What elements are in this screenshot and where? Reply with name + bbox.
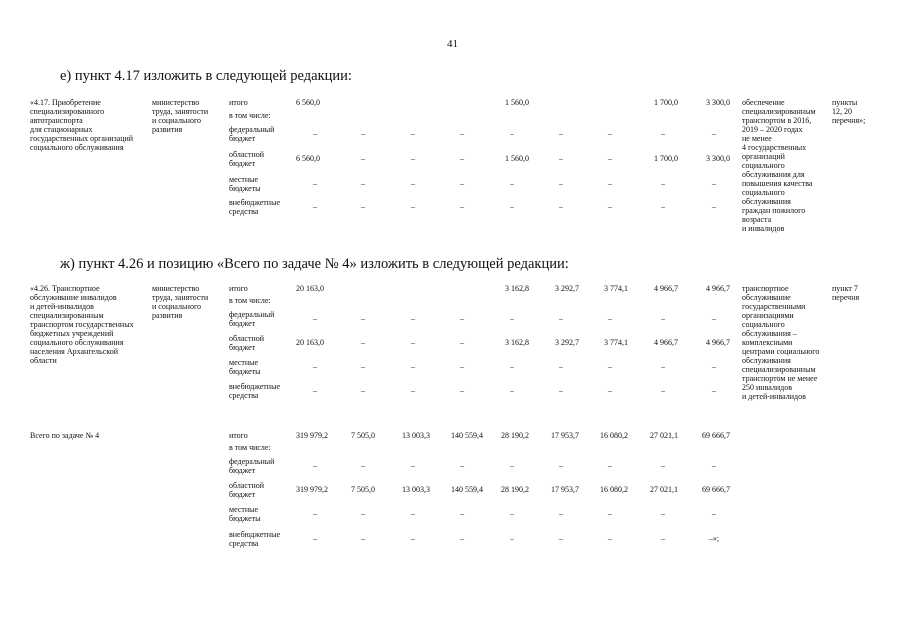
amount-cell: 28 190,2 bbox=[501, 431, 529, 440]
amount-cell: 6 560,0 bbox=[296, 154, 320, 163]
funding-source-label: федеральный bbox=[229, 457, 275, 466]
executor: развития bbox=[152, 311, 183, 320]
funding-source-label: в том числе: bbox=[229, 296, 271, 305]
amount-cell: – bbox=[559, 386, 563, 395]
amount-cell: – bbox=[608, 314, 612, 323]
amount-cell: – bbox=[510, 314, 514, 323]
amount-cell: – bbox=[361, 202, 365, 211]
funding-source-label: бюджеты bbox=[229, 367, 261, 376]
amount-cell: – bbox=[361, 179, 365, 188]
amount-cell: – bbox=[313, 362, 317, 371]
amount-cell: – bbox=[510, 202, 514, 211]
amount-cell: – bbox=[559, 461, 563, 470]
amount-cell: 27 021,1 bbox=[650, 431, 678, 440]
amount-cell: – bbox=[661, 314, 665, 323]
section-heading: ж) пункт 4.26 и позицию «Всего по задаче № 4» изложить в следующей редакции: bbox=[60, 256, 569, 272]
expected-result: социального bbox=[742, 320, 785, 329]
amount-cell: – bbox=[460, 386, 464, 395]
expected-result: не менее bbox=[742, 134, 772, 143]
activity-name: бюджетных учреждений bbox=[30, 329, 114, 338]
program-reference: перечня»; bbox=[832, 116, 866, 125]
amount-cell: – bbox=[361, 461, 365, 470]
amount-cell: – bbox=[608, 461, 612, 470]
amount-cell: – bbox=[661, 461, 665, 470]
amount-cell: 20 163,0 bbox=[296, 338, 324, 347]
amount-cell: – bbox=[559, 129, 563, 138]
amount-cell: – bbox=[510, 461, 514, 470]
amount-cell: 13 003,3 bbox=[402, 485, 430, 494]
amount-cell: 3 292,7 bbox=[555, 284, 579, 293]
amount-cell: 17 953,7 bbox=[551, 431, 579, 440]
amount-cell: 1 700,0 bbox=[654, 98, 678, 107]
amount-cell: – bbox=[608, 534, 612, 543]
amount-cell: – bbox=[559, 202, 563, 211]
funding-source-label: местные bbox=[229, 175, 259, 184]
amount-cell: – bbox=[510, 129, 514, 138]
amount-cell: 3 162,8 bbox=[505, 338, 529, 347]
activity-name: населения Архангельской bbox=[30, 347, 118, 356]
funding-source-label: внебюджетные bbox=[229, 530, 280, 539]
funding-source-label: в том числе: bbox=[229, 111, 271, 120]
activity-name: специализированного bbox=[30, 107, 105, 116]
amount-cell: 16 080,2 bbox=[600, 431, 628, 440]
program-reference: 12, 20 bbox=[832, 107, 852, 116]
amount-cell: – bbox=[559, 534, 563, 543]
amount-cell: 319 979,2 bbox=[296, 431, 328, 440]
expected-result: центрами социального bbox=[742, 347, 820, 356]
funding-source-label: внебюджетные bbox=[229, 382, 280, 391]
amount-cell: 3 774,1 bbox=[604, 338, 628, 347]
amount-cell: – bbox=[712, 509, 716, 518]
amount-cell: 140 559,4 bbox=[451, 485, 483, 494]
amount-cell: 69 666,7 bbox=[702, 431, 730, 440]
amount-cell: – bbox=[712, 314, 716, 323]
amount-cell: – bbox=[510, 386, 514, 395]
expected-result: 2019 – 2020 годах bbox=[742, 125, 803, 134]
amount-cell: – bbox=[460, 202, 464, 211]
funding-source-label: бюджеты bbox=[229, 514, 261, 523]
executor: труда, занятости bbox=[152, 107, 209, 116]
expected-result: социального bbox=[742, 161, 785, 170]
amount-cell: – bbox=[559, 154, 563, 163]
amount-cell: – bbox=[460, 461, 464, 470]
funding-source-label: бюджет bbox=[229, 490, 256, 499]
expected-result: социального bbox=[742, 188, 785, 197]
amount-cell: – bbox=[411, 534, 415, 543]
amount-cell: – bbox=[313, 129, 317, 138]
funding-source-label: бюджет bbox=[229, 134, 256, 143]
activity-name: социального обслуживания bbox=[30, 143, 124, 152]
amount-cell: – bbox=[608, 362, 612, 371]
amount-cell: 13 003,3 bbox=[402, 431, 430, 440]
activity-name: обслуживание инвалидов bbox=[30, 293, 117, 302]
expected-result: возраста bbox=[742, 215, 772, 224]
amount-cell: – bbox=[411, 461, 415, 470]
activity-name: транспортом государственных bbox=[30, 320, 134, 329]
amount-cell: – bbox=[712, 129, 716, 138]
expected-result: организаций bbox=[742, 152, 785, 161]
funding-source-label: средства bbox=[229, 539, 259, 548]
amount-cell: – bbox=[460, 314, 464, 323]
amount-cell: – bbox=[460, 534, 464, 543]
expected-result: обслуживания для bbox=[742, 170, 805, 179]
amount-cell: – bbox=[661, 129, 665, 138]
amount-cell: – bbox=[712, 461, 716, 470]
activity-name: специализированным bbox=[30, 311, 104, 320]
funding-source-label: итого bbox=[229, 431, 248, 440]
activity-name: социального обслуживания bbox=[30, 338, 124, 347]
expected-result: транспортное bbox=[742, 284, 789, 293]
expected-result: специализированным bbox=[742, 365, 816, 374]
executor: труда, занятости bbox=[152, 293, 209, 302]
executor: развития bbox=[152, 125, 183, 134]
program-reference: перечня bbox=[832, 293, 860, 302]
amount-cell: 3 162,8 bbox=[505, 284, 529, 293]
amount-cell: 3 300,0 bbox=[706, 98, 730, 107]
funding-source-label: бюджет bbox=[229, 319, 256, 328]
amount-cell: – bbox=[608, 154, 612, 163]
amount-cell: 4 966,7 bbox=[706, 284, 730, 293]
activity-name: автотранспорта bbox=[30, 116, 83, 125]
amount-cell: – bbox=[361, 338, 365, 347]
funding-source-label: федеральный bbox=[229, 125, 275, 134]
activity-name: Всего по задаче № 4 bbox=[30, 431, 100, 440]
amount-cell: – bbox=[313, 314, 317, 323]
amount-cell: – bbox=[608, 386, 612, 395]
executor: и социального bbox=[152, 116, 202, 125]
funding-source-label: бюджеты bbox=[229, 184, 261, 193]
amount-cell: 319 979,2 bbox=[296, 485, 328, 494]
funding-source-label: местные bbox=[229, 505, 259, 514]
amount-cell: – bbox=[361, 154, 365, 163]
program-reference: пункт 7 bbox=[832, 284, 858, 293]
amount-cell: – bbox=[313, 202, 317, 211]
amount-cell: – bbox=[460, 129, 464, 138]
amount-cell: – bbox=[361, 509, 365, 518]
expected-result: обслуживания bbox=[742, 197, 791, 206]
amount-cell: – bbox=[411, 129, 415, 138]
amount-cell: 69 666,7 bbox=[702, 485, 730, 494]
funding-source-label: бюджет bbox=[229, 159, 256, 168]
funding-source-label: внебюджетные bbox=[229, 198, 280, 207]
section-heading: е) пункт 4.17 изложить в следующей редакции: bbox=[60, 68, 352, 84]
amount-cell: – bbox=[411, 509, 415, 518]
amount-cell: – bbox=[559, 509, 563, 518]
expected-result: государственными bbox=[742, 302, 806, 311]
amount-cell: 1 700,0 bbox=[654, 154, 678, 163]
amount-cell: – bbox=[313, 534, 317, 543]
amount-cell: – bbox=[460, 154, 464, 163]
activity-name: и детей-инвалидов bbox=[30, 302, 94, 311]
amount-cell: – bbox=[460, 179, 464, 188]
amount-cell: 28 190,2 bbox=[501, 485, 529, 494]
amount-cell: 16 080,2 bbox=[600, 485, 628, 494]
amount-cell: – bbox=[712, 202, 716, 211]
expected-result: транспортом не менее bbox=[742, 374, 818, 383]
expected-result: граждан пожилого bbox=[742, 206, 806, 215]
amount-cell: 3 300,0 bbox=[706, 154, 730, 163]
amount-cell: 1 560,0 bbox=[505, 154, 529, 163]
amount-cell: – bbox=[411, 362, 415, 371]
executor: министерство bbox=[152, 98, 200, 107]
funding-source-label: средства bbox=[229, 207, 259, 216]
amount-cell: – bbox=[510, 362, 514, 371]
amount-cell: – bbox=[361, 386, 365, 395]
amount-cell: – bbox=[510, 534, 514, 543]
funding-source-label: бюджет bbox=[229, 343, 256, 352]
amount-cell: – bbox=[411, 338, 415, 347]
amount-cell: – bbox=[608, 179, 612, 188]
amount-cell: – bbox=[661, 179, 665, 188]
program-reference: пункты bbox=[832, 98, 858, 107]
amount-cell: 4 966,7 bbox=[654, 338, 678, 347]
amount-cell: – bbox=[510, 179, 514, 188]
amount-cell: – bbox=[411, 154, 415, 163]
amount-cell: –»; bbox=[708, 534, 720, 543]
amount-cell: – bbox=[661, 386, 665, 395]
activity-name: для стационарных bbox=[30, 125, 93, 134]
amount-cell: – bbox=[411, 386, 415, 395]
amount-cell: – bbox=[559, 314, 563, 323]
expected-result: 250 инвалидов bbox=[742, 383, 792, 392]
expected-result: обслуживания bbox=[742, 356, 791, 365]
amount-cell: – bbox=[712, 386, 716, 395]
funding-source-label: областной bbox=[229, 150, 265, 159]
amount-cell: – bbox=[608, 129, 612, 138]
expected-result: обеспечение bbox=[742, 98, 785, 107]
activity-name: «4.26. Транспортное bbox=[30, 284, 100, 293]
amount-cell: – bbox=[460, 509, 464, 518]
amount-cell: – bbox=[361, 362, 365, 371]
amount-cell: – bbox=[608, 202, 612, 211]
funding-source-label: в том числе: bbox=[229, 443, 271, 452]
activity-name: «4.17. Приобретение bbox=[30, 98, 101, 107]
expected-result: обслуживание bbox=[742, 293, 791, 302]
amount-cell: – bbox=[661, 202, 665, 211]
expected-result: и инвалидов bbox=[742, 224, 785, 233]
amount-cell: – bbox=[411, 202, 415, 211]
amount-cell: – bbox=[712, 362, 716, 371]
executor: министерство bbox=[152, 284, 200, 293]
funding-source-label: областной bbox=[229, 334, 265, 343]
funding-source-label: итого bbox=[229, 98, 248, 107]
funding-source-label: средства bbox=[229, 391, 259, 400]
funding-source-label: областной bbox=[229, 481, 265, 490]
amount-cell: 17 953,7 bbox=[551, 485, 579, 494]
expected-result: транспортом в 2016, bbox=[742, 116, 812, 125]
amount-cell: 3 774,1 bbox=[604, 284, 628, 293]
amount-cell: – bbox=[712, 179, 716, 188]
amount-cell: 7 505,0 bbox=[351, 431, 375, 440]
activity-name: государственных организаций bbox=[30, 134, 134, 143]
amount-cell: – bbox=[313, 386, 317, 395]
funding-source-label: итого bbox=[229, 284, 248, 293]
amount-cell: 20 163,0 bbox=[296, 284, 324, 293]
amount-cell: – bbox=[313, 179, 317, 188]
amount-cell: – bbox=[661, 509, 665, 518]
amount-cell: – bbox=[361, 534, 365, 543]
amount-cell: – bbox=[559, 179, 563, 188]
amount-cell: – bbox=[608, 509, 612, 518]
page-number: 41 bbox=[447, 38, 458, 50]
amount-cell: – bbox=[460, 362, 464, 371]
activity-name: области bbox=[30, 356, 57, 365]
amount-cell: – bbox=[559, 362, 563, 371]
expected-result: специализированным bbox=[742, 107, 816, 116]
funding-source-label: бюджет bbox=[229, 466, 256, 475]
expected-result: и детей-инвалидов bbox=[742, 392, 806, 401]
amount-cell: – bbox=[411, 179, 415, 188]
expected-result: обслуживания – bbox=[742, 329, 797, 338]
amount-cell: 27 021,1 bbox=[650, 485, 678, 494]
amount-cell: – bbox=[361, 314, 365, 323]
amount-cell: – bbox=[510, 509, 514, 518]
amount-cell: – bbox=[661, 362, 665, 371]
amount-cell: 140 559,4 bbox=[451, 431, 483, 440]
expected-result: организациями bbox=[742, 311, 794, 320]
expected-result: повышения качества bbox=[742, 179, 813, 188]
amount-cell: 4 966,7 bbox=[654, 284, 678, 293]
funding-source-label: федеральный bbox=[229, 310, 275, 319]
amount-cell: 7 505,0 bbox=[351, 485, 375, 494]
amount-cell: – bbox=[460, 338, 464, 347]
amount-cell: – bbox=[661, 534, 665, 543]
amount-cell: – bbox=[313, 509, 317, 518]
amount-cell: – bbox=[411, 314, 415, 323]
expected-result: 4 государственных bbox=[742, 143, 807, 152]
amount-cell: 4 966,7 bbox=[706, 338, 730, 347]
amount-cell: – bbox=[313, 461, 317, 470]
amount-cell: 3 292,7 bbox=[555, 338, 579, 347]
funding-source-label: местные bbox=[229, 358, 259, 367]
amount-cell: 1 560,0 bbox=[505, 98, 529, 107]
expected-result: комплексными bbox=[742, 338, 793, 347]
amount-cell: 6 560,0 bbox=[296, 98, 320, 107]
amount-cell: – bbox=[361, 129, 365, 138]
executor: и социального bbox=[152, 302, 202, 311]
